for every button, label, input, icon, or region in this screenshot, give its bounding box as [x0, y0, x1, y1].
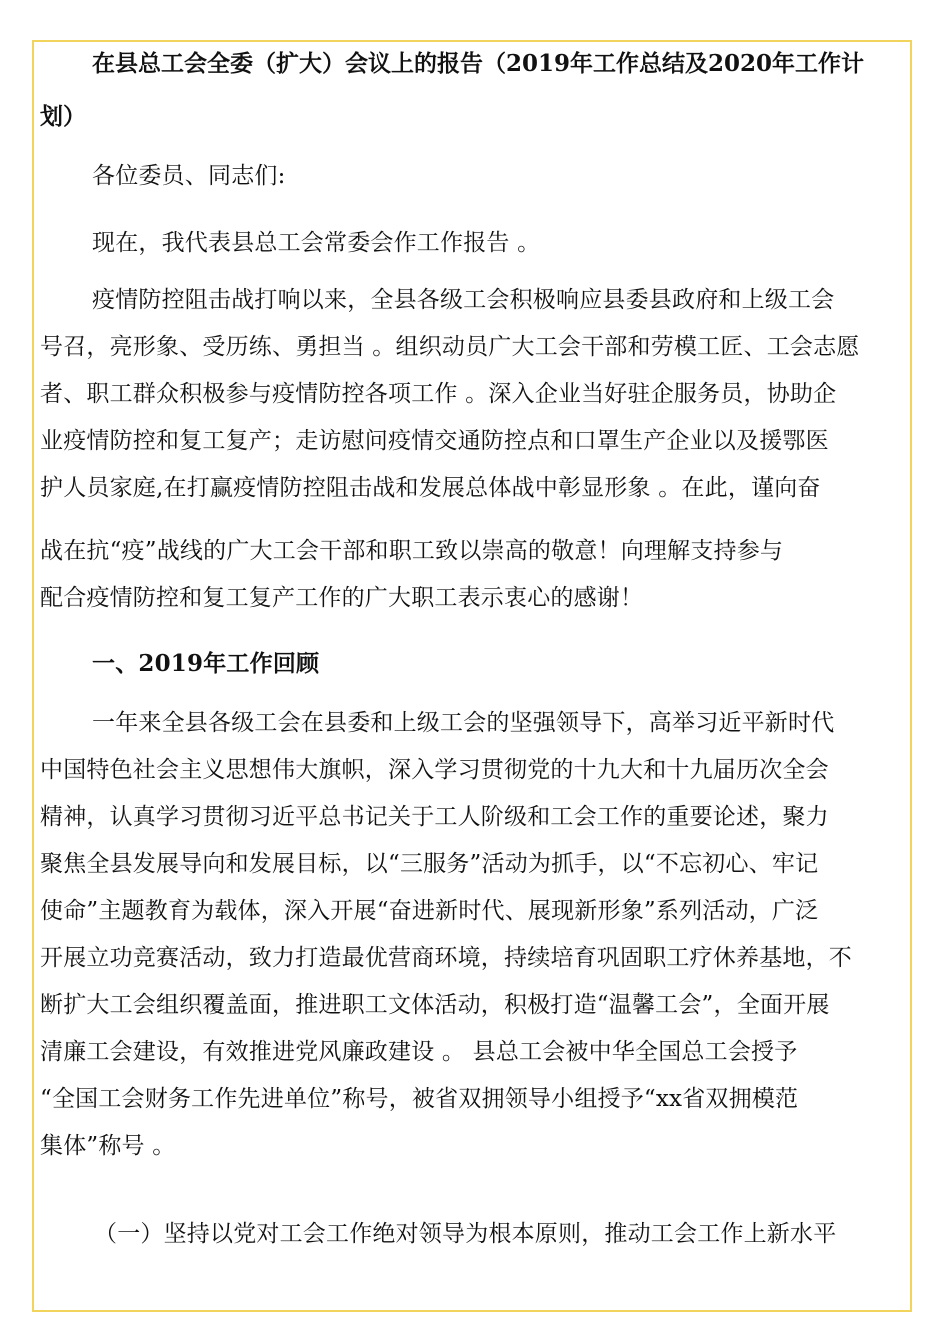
- paragraph-line: 护人员家庭,在打赢疫情防控阻击战和发展总体战中彰显形象 。在此，谨向奋: [40, 475, 821, 501]
- section-heading: 一、2019年工作回顾: [92, 650, 320, 677]
- paragraph-line: 精神，认真学习贯彻习近平总书记关于工人阶级和工会工作的重要论述，聚力: [40, 804, 829, 830]
- paragraph-line: 中国特色社会主义思想伟大旗帜，深入学习贯彻党的十九大和十九届历次全会: [40, 757, 829, 783]
- salutation: 各位委员、同志们:: [92, 163, 286, 189]
- paragraph-line: “全国工会财务工作先进单位”称号，被省双拥领导小组授予“xx省双拥模范: [40, 1086, 799, 1112]
- paragraph-line: 疫情防控阻击战打响以来，全县各级工会积极响应县委县政府和上级工会: [92, 287, 835, 313]
- paragraph-line: 战在抗“疫”战线的广大工会干部和职工致以崇高的敬意！向理解支持参与: [40, 538, 784, 564]
- paragraph-line: 一年来全县各级工会在县委和上级工会的坚强领导下，高举习近平新时代: [92, 710, 835, 736]
- paragraph-line: 集体”称号 。: [40, 1133, 176, 1159]
- paragraph-line: 号召，亮形象、受历练、勇担当 。组织动员广大工会干部和劳模工匠、工会志愿: [40, 334, 860, 360]
- paragraph-line: 使命”主题教育为载体，深入开展“奋进新时代、展现新形象”系列活动，广泛: [40, 898, 819, 924]
- paragraph-line: 业疫情防控和复工复产；走访慰问疫情交通防控点和口罩生产企业以及援鄂医: [40, 428, 829, 454]
- paragraph-line: 断扩大工会组织覆盖面，推进职工文体活动，积极打造“温馨工会”，全面开展: [40, 992, 830, 1018]
- paragraph-line: 配合疫情防控和复工复产工作的广大职工表示衷心的感谢！: [40, 585, 644, 611]
- title-line: 在县总工会全委（扩大）会议上的报告（2019年工作总结及2020年工作计: [92, 50, 865, 77]
- paragraph-line: 清廉工会建设，有效推进党风廉政建设 。 县总工会被中华全国总工会授予: [40, 1039, 798, 1065]
- paragraph-line: 聚焦全县发展导向和发展目标，以“三服务”活动为抓手，以“不忘初心、牢记: [40, 851, 819, 877]
- intro-paragraph: 现在，我代表县总工会常委会作工作报告 。: [92, 230, 541, 256]
- title-line: 划）: [40, 103, 86, 130]
- paragraph-line: 者、职工群众积极参与疫情防控各项工作 。深入企业当好驻企服务员，协助企: [40, 381, 837, 407]
- subsection-heading: （一）坚持以党对工会工作绝对领导为根本原则，推动工会工作上新水平: [94, 1221, 837, 1247]
- paragraph-line: 开展立功竞赛活动，致力打造最优营商环境，持续培育巩固职工疗休养基地，不: [40, 945, 852, 971]
